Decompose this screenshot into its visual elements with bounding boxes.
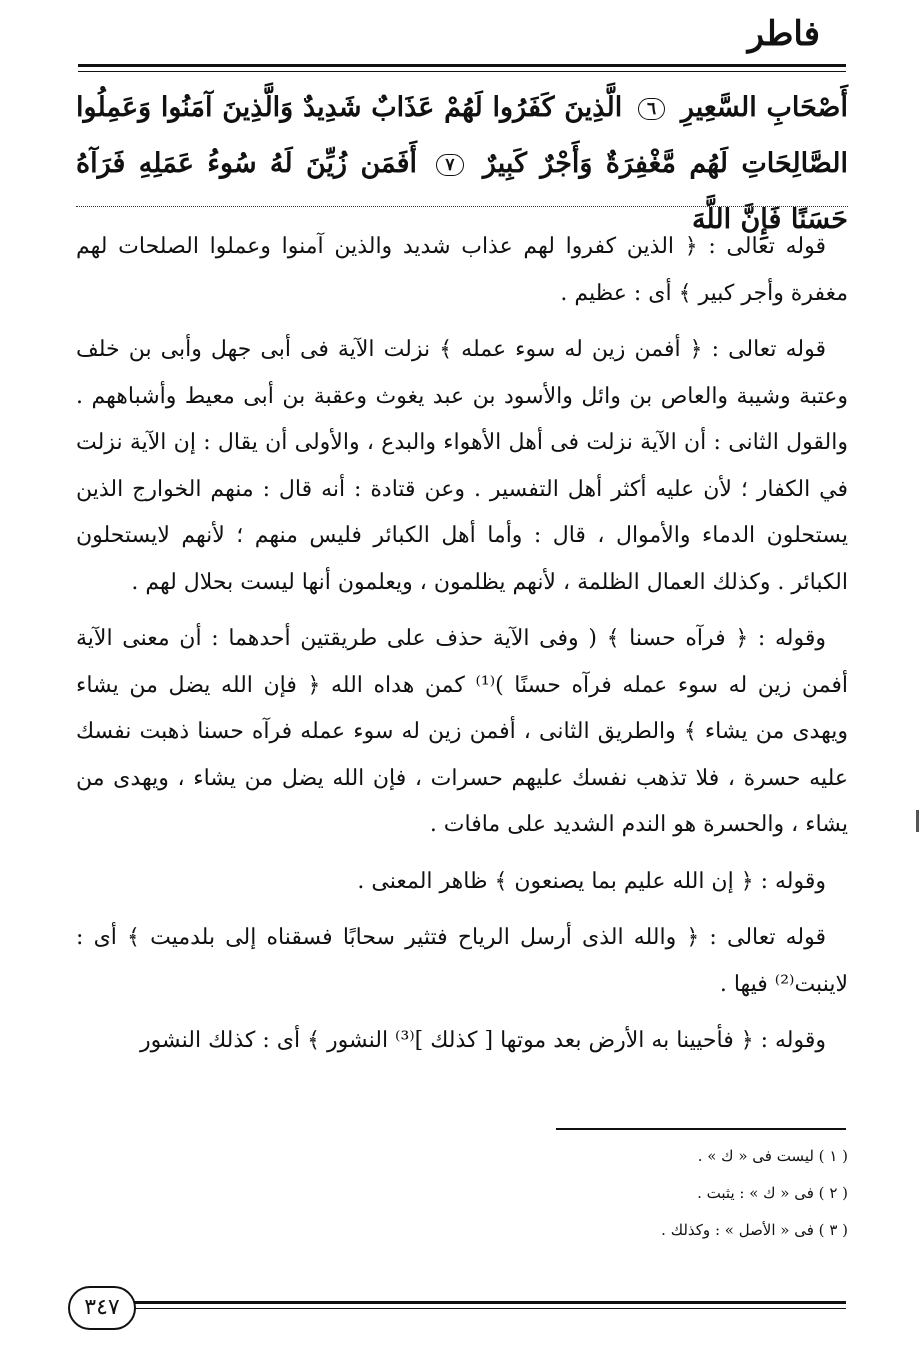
surah-title: فاطر (747, 14, 820, 54)
commentary-paragraph: قوله تعالى : ﴿ أفمن زين له سوء عمله ﴾ نزلت الآية فى أبى جهل وأبى بن خلف وعتبة وشيبة والعاص بن وائل والأسود بن عبد يغوث وعقبة بن أبى معيط وأشباههم . والقول الثانى : أن الآية نزلت فى أهل الأهواء والبدع ، والأولى أن يقال : إن الآية نزلت في الكفار ؛ لأن عليه أكثر أهل التفسير . وعن قتادة : أنه قال : منهم الخوارج الذين يستحلون الدماء والأموال ، قال : وأما أهل الكبائر فليس منهم ؛ لأنهم لايستحلون الكبائر . وكذلك العمال الظلمة ، لأنهم يظلمون ، ويعلمون أنها ليست بحلال لهم . (76, 337, 848, 595)
page-number: ٣٤٧ (68, 1286, 136, 1330)
ayah-number-marker: ٧ (436, 154, 463, 176)
header-divider (78, 64, 846, 72)
footnotes (288, 1138, 848, 1249)
verse-text: الَّذِينَ كَفَرُوا لَهُمْ عَذَابٌ شَدِيدٌ وَالَّذِينَ آمَنُوا وَعَمِلُوا الصَّالِحَاتِ لَهُم مَّغْفِرَةٌ وَأَجْرٌ كَبِيرٌ (76, 92, 848, 179)
verse-text: أَصْحَابِ السَّعِيرِ (680, 92, 848, 123)
margin-mark (916, 810, 919, 832)
quran-verse-block (76, 80, 848, 248)
commentary-paragraph: قوله تعالى : ﴿ والله الذى أرسل الرياح فتثير سحابًا فسقناه إلى بلدميت ﴾ أى : لاينبت⁽²⁾ فيها . (76, 925, 848, 997)
ayah-number-marker: ٦ (638, 98, 665, 120)
footnote: ( ١ ) ليست فى « ك » . (697, 1147, 848, 1165)
commentary-text (76, 224, 848, 1075)
footer-divider (120, 1301, 846, 1309)
commentary-paragraph: قوله تعالى : ﴿ الذين كفروا لهم عذاب شديد والذين آمنوا وعملوا الصلحات لهم مغفرة وأجر كبير ﴾ أى : عظيم . (76, 234, 848, 306)
verse-text: أَفَمَن زُيِّنَ لَهُ سُوءُ عَمَلِهِ فَرَآهُ حَسَنًا فَإِنَّ اللَّهَ (76, 148, 848, 235)
commentary-paragraph: وقوله : ﴿ فرآه حسنا ﴾ ( وفى الآية حذف على طريقتين أحدهما : أن معنى الآية أفمن زين له سوء عمله فرآه حسنًا )⁽¹⁾ كمن هداه الله ﴿ فإن الله يضل من يشاء ويهدى من يشاء ﴾ والطريق الثانى ، أفمن زين له سوء عمله فرآه حسنا ذهبت نفسك عليه حسرة ، فلا تذهب نفسك عليهم حسرات ، فإن الله يضل من يشاء ، ويهدى من يشاء ، والحسرة هو الندم الشديد على مافات . (76, 626, 848, 837)
footnote: ( ٣ ) فى « الأصل » : وكذلك . (661, 1221, 848, 1239)
footnote: ( ٢ ) فى « ك » : يثبت . (697, 1184, 848, 1202)
commentary-paragraph: وقوله : ﴿ فأحيينا به الأرض بعد موتها [ كذلك ]⁽³⁾ النشور ﴾ أى : كذلك النشور (140, 1028, 826, 1053)
footnote-divider (556, 1128, 846, 1130)
verse-divider (76, 206, 848, 207)
commentary-paragraph: وقوله : ﴿ إن الله عليم بما يصنعون ﴾ ظاهر المعنى . (357, 868, 826, 894)
